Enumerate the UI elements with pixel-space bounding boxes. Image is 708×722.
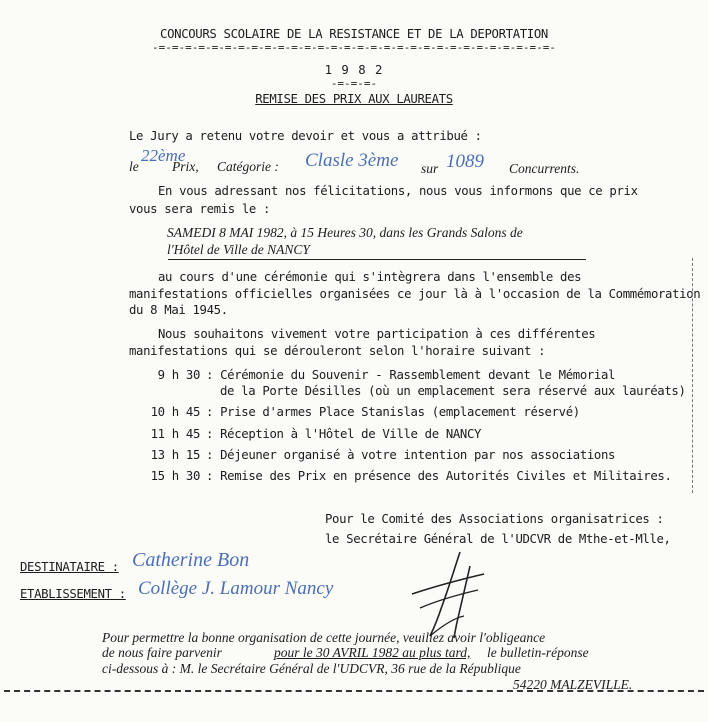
date-underline xyxy=(168,259,586,260)
footer-line-2a: de nous faire parvenir xyxy=(102,645,222,660)
total-handwritten: 1089 xyxy=(446,151,484,172)
bottom-dashed-rule xyxy=(4,690,704,692)
le-label: le xyxy=(129,159,139,174)
schedule-time: 13 h 15 xyxy=(150,448,200,462)
schedule-time: 15 h 30 xyxy=(150,469,200,483)
year: 1 9 8 2 xyxy=(324,63,384,77)
schedule-text: : Réception à l'Hôtel de Ville de NANCY xyxy=(206,427,482,441)
signatory-line-2: le Secrétaire Général de l'UDCVR de Mthe-et-Mlle, xyxy=(325,532,671,546)
sur-label: sur xyxy=(421,161,439,176)
concurrents-label: Concurrents. xyxy=(509,161,580,176)
award-intro: Le Jury a retenu votre devoir et vous a attribué : xyxy=(129,129,482,143)
schedule-text: : Déjeuner organisé à votre intention par nos associations xyxy=(206,448,616,462)
schedule-text: : Remise des Prix en présence des Autorités Civiles et Militaires. xyxy=(206,469,672,483)
rank-handwritten: 22ème xyxy=(141,146,186,165)
title-rule: -=-=-=-=-=-=-=-=-=-=-=-=-=-=-=-=-=-=-=-=-=-=-=-=-=-=-=-=-=-=- xyxy=(152,41,556,54)
signatory-line-1: Pour le Comité des Associations organisatrices : xyxy=(325,512,664,526)
schedule-text: : Cérémonie du Souvenir - Rassemblement devant le Mémorial xyxy=(206,368,616,382)
ceremony-date-line-2: l'Hôtel de Ville de NANCY xyxy=(167,242,310,257)
destinataire-label: DESTINATAIRE : xyxy=(20,560,119,574)
ceremony-date-line-1: SAMEDI 8 MAI 1982, à 15 Heures 30, dans les Grands Salons de xyxy=(167,225,523,240)
year-rule: -=-=-=- xyxy=(330,77,378,90)
schedule-text-cont: de la Porte Désilles (où un emplacement sera réservé aux lauréats) xyxy=(220,384,686,398)
wish-line-1: Nous souhaitons vivement votre participation à ces différentes xyxy=(158,327,596,341)
document-subtitle: REMISE DES PRIX AUX LAUREATS xyxy=(255,92,453,106)
page-edge-line xyxy=(692,258,693,493)
congrats-line-1: En vous adressant nos félicitations, nous vous informons que ce prix xyxy=(158,184,638,198)
category-handwritten: Clasle 3ème xyxy=(305,150,399,171)
schedule-time: 9 h 30 xyxy=(157,368,200,382)
footer-line-1: Pour permettre la bonne organisation de cette journée, veuillez avoir l'obligeance xyxy=(102,630,546,645)
footer-line-3: ci-dessous à : M. le Secrétaire Général de l'UDCVR, 36 rue de la République xyxy=(102,661,521,676)
destinataire-value: Catherine Bon xyxy=(132,549,250,571)
wish-line-2: manifestations qui se dérouleront selon l'horaire suivant : xyxy=(129,344,546,358)
prix-label: Prix, xyxy=(172,159,199,174)
etablissement-label: ETABLISSEMENT : xyxy=(20,587,126,601)
ceremony-line-3: du 8 Mai 1945. xyxy=(129,303,228,317)
congrats-line-2: vous sera remis le : xyxy=(129,202,271,216)
signature-mark xyxy=(408,548,488,640)
ceremony-line-1: au cours d'une cérémonie qui s'intègrera dans l'ensemble des xyxy=(158,270,582,284)
categorie-label: Catégorie : xyxy=(217,159,279,174)
etablissement-value: Collège J. Lamour Nancy xyxy=(138,578,334,599)
ceremony-line-2: manifestations officielles organisées ce jour là à l'occasion de la Commémoration xyxy=(129,287,701,301)
footer-deadline: pour le 30 AVRIL 1982 au plus tard, xyxy=(274,645,471,660)
document-title: CONCOURS SCOLAIRE DE LA RESISTANCE ET DE LA DEPORTATION xyxy=(160,27,548,41)
schedule-time: 11 h 45 xyxy=(150,427,200,441)
schedule-text: : Prise d'armes Place Stanislas (emplacement réservé) xyxy=(206,405,580,419)
footer-line-4: 54220 MALZEVILLE. xyxy=(513,677,633,692)
schedule-time: 10 h 45 xyxy=(150,405,200,419)
footer-line-2c: le bulletin-réponse xyxy=(487,645,589,660)
